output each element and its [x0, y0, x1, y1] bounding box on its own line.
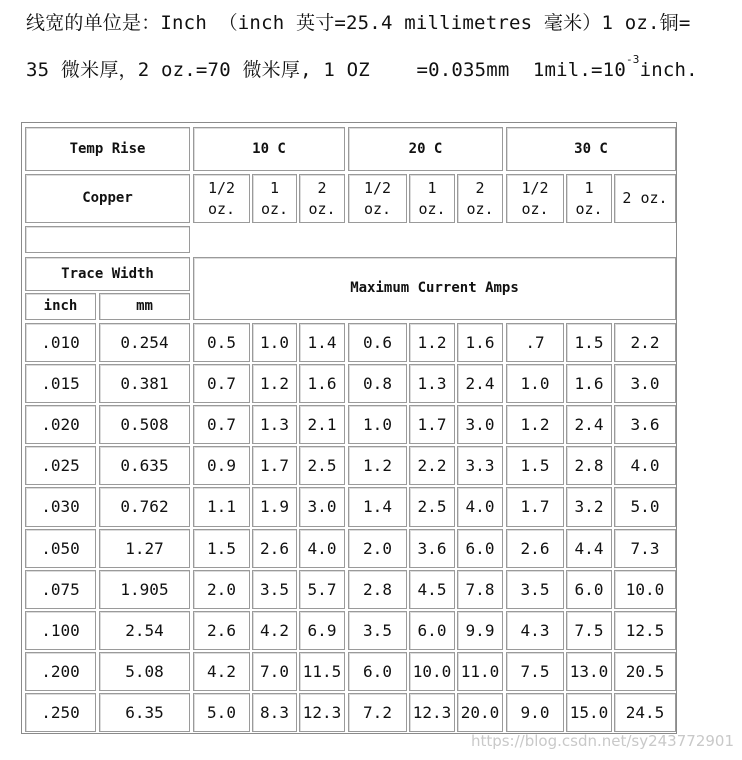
- current-value-cell: 7.5: [506, 652, 564, 691]
- current-value-cell: 3.3: [457, 446, 503, 485]
- temp-header-1: 10 C: [193, 127, 345, 171]
- current-value-cell: 1.6: [457, 323, 503, 362]
- max-current-header: Maximum Current Amps: [193, 257, 676, 320]
- copper-weight-header: 1 oz.: [566, 174, 612, 223]
- current-value-cell: 4.0: [457, 487, 503, 527]
- current-value-cell: 13.0: [566, 652, 612, 691]
- current-value-cell: 0.5: [193, 323, 250, 362]
- current-value-cell: 5.0: [614, 487, 676, 527]
- current-value-cell: 3.5: [506, 570, 564, 609]
- trace-width-header: Trace Width: [25, 257, 190, 291]
- current-value-cell: 2.0: [348, 529, 407, 568]
- current-value-cell: 1.1: [193, 487, 250, 527]
- current-value-cell: 0.9: [193, 446, 250, 485]
- current-value-cell: 1.2: [409, 323, 455, 362]
- intro-line-2: [26, 55, 698, 82]
- copper-weight-header: 1 oz.: [252, 174, 297, 223]
- watermark: https://blog.csdn.net/sy243772901: [470, 732, 734, 750]
- current-value-cell: 6.0: [566, 570, 612, 609]
- current-value-cell: 1.6: [299, 364, 345, 403]
- trace-mm-cell: 0.381: [99, 364, 190, 403]
- current-value-cell: 7.0: [252, 652, 297, 691]
- current-value-cell: 15.0: [566, 693, 612, 732]
- current-value-cell: 1.2: [348, 446, 407, 485]
- current-value-cell: 9.0: [506, 693, 564, 732]
- current-value-cell: 7.3: [614, 529, 676, 568]
- current-value-cell: 7.2: [348, 693, 407, 732]
- current-value-cell: 3.2: [566, 487, 612, 527]
- trace-inch-cell: .030: [25, 487, 96, 527]
- trace-mm-cell: 0.635: [99, 446, 190, 485]
- trace-inch-cell: .020: [25, 405, 96, 444]
- trace-mm-cell: 1.905: [99, 570, 190, 609]
- current-value-cell: 2.6: [506, 529, 564, 568]
- empty-cell: [25, 226, 190, 253]
- current-value-cell: 2.8: [566, 446, 612, 485]
- current-value-cell: 5.0: [193, 693, 250, 732]
- current-value-cell: 1.0: [252, 323, 297, 362]
- intro-line-2-end: inch.: [639, 59, 698, 81]
- current-value-cell: 0.6: [348, 323, 407, 362]
- current-value-cell: 3.5: [252, 570, 297, 609]
- copper-weight-header: 2 oz.: [457, 174, 503, 223]
- current-value-cell: 2.5: [299, 446, 345, 485]
- current-value-cell: 11.5: [299, 652, 345, 691]
- current-value-cell: 3.6: [614, 405, 676, 444]
- trace-inch-cell: .015: [25, 364, 96, 403]
- current-value-cell: 6.0: [348, 652, 407, 691]
- current-value-cell: 11.0: [457, 652, 503, 691]
- current-value-cell: 7.8: [457, 570, 503, 609]
- current-value-cell: 1.7: [506, 487, 564, 527]
- intro-line-2-text: 35 微米厚，2 oz.=70 微米厚, 1 OZ =0.035mm 1mil.=10: [26, 59, 626, 81]
- unit-mm-header: mm: [99, 293, 190, 320]
- copper-weight-header: 1 oz.: [409, 174, 455, 223]
- current-value-cell: 0.8: [348, 364, 407, 403]
- trace-inch-cell: .200: [25, 652, 96, 691]
- current-value-cell: 1.3: [252, 405, 297, 444]
- current-value-cell: 1.5: [506, 446, 564, 485]
- current-value-cell: .7: [506, 323, 564, 362]
- current-value-cell: 4.3: [506, 611, 564, 650]
- current-value-cell: 1.7: [409, 405, 455, 444]
- current-value-cell: 2.6: [252, 529, 297, 568]
- current-value-cell: 4.2: [193, 652, 250, 691]
- temp-header-3: 30 C: [506, 127, 676, 171]
- copper-weight-header: 2 oz.: [614, 174, 676, 223]
- current-capacity-table: [21, 122, 677, 734]
- current-value-cell: 2.5: [409, 487, 455, 527]
- trace-inch-cell: .025: [25, 446, 96, 485]
- current-value-cell: 0.7: [193, 364, 250, 403]
- current-value-cell: 3.6: [409, 529, 455, 568]
- current-value-cell: 1.9: [252, 487, 297, 527]
- trace-mm-cell: 6.35: [99, 693, 190, 732]
- copper-weight-header: 2 oz.: [299, 174, 345, 223]
- current-value-cell: 6.0: [457, 529, 503, 568]
- current-value-cell: 1.2: [252, 364, 297, 403]
- current-value-cell: 1.6: [566, 364, 612, 403]
- trace-mm-cell: 2.54: [99, 611, 190, 650]
- trace-mm-cell: 0.762: [99, 487, 190, 527]
- current-value-cell: 4.0: [614, 446, 676, 485]
- current-value-cell: 12.3: [409, 693, 455, 732]
- intro-line-1: 线宽的单位是：Inch （inch 英寸=25.4 millimetres 毫米）1 oz.铜=: [26, 12, 691, 34]
- current-value-cell: 20.0: [457, 693, 503, 732]
- current-value-cell: 2.0: [193, 570, 250, 609]
- current-value-cell: 4.4: [566, 529, 612, 568]
- unit-inch-header: inch: [25, 293, 96, 320]
- trace-inch-cell: .075: [25, 570, 96, 609]
- trace-inch-cell: .050: [25, 529, 96, 568]
- exponent: -3: [625, 53, 640, 66]
- current-value-cell: 10.0: [614, 570, 676, 609]
- current-value-cell: 1.4: [299, 323, 345, 362]
- current-value-cell: 1.0: [506, 364, 564, 403]
- trace-mm-cell: 1.27: [99, 529, 190, 568]
- current-value-cell: 4.5: [409, 570, 455, 609]
- current-value-cell: 1.5: [193, 529, 250, 568]
- current-value-cell: 12.5: [614, 611, 676, 650]
- current-value-cell: 2.4: [457, 364, 503, 403]
- copper-weight-header: 1/2 oz.: [193, 174, 250, 223]
- current-value-cell: 0.7: [193, 405, 250, 444]
- current-value-cell: 2.2: [614, 323, 676, 362]
- current-value-cell: 1.2: [506, 405, 564, 444]
- current-value-cell: 4.2: [252, 611, 297, 650]
- current-value-cell: 6.0: [409, 611, 455, 650]
- current-value-cell: 7.5: [566, 611, 612, 650]
- trace-mm-cell: 5.08: [99, 652, 190, 691]
- current-value-cell: 20.5: [614, 652, 676, 691]
- current-value-cell: 1.7: [252, 446, 297, 485]
- current-value-cell: 9.9: [457, 611, 503, 650]
- trace-inch-cell: .010: [25, 323, 96, 362]
- current-value-cell: 2.8: [348, 570, 407, 609]
- current-value-cell: 8.3: [252, 693, 297, 732]
- current-value-cell: 10.0: [409, 652, 455, 691]
- trace-mm-cell: 0.508: [99, 405, 190, 444]
- trace-inch-cell: .100: [25, 611, 96, 650]
- copper-header: Copper: [25, 174, 190, 223]
- current-value-cell: 2.2: [409, 446, 455, 485]
- copper-weight-header: 1/2 oz.: [348, 174, 407, 223]
- current-value-cell: 5.7: [299, 570, 345, 609]
- current-value-cell: 2.1: [299, 405, 345, 444]
- copper-weight-header: 1/2 oz.: [506, 174, 564, 223]
- trace-mm-cell: 0.254: [99, 323, 190, 362]
- current-value-cell: 1.3: [409, 364, 455, 403]
- trace-inch-cell: .250: [25, 693, 96, 732]
- current-value-cell: 4.0: [299, 529, 345, 568]
- current-value-cell: 24.5: [614, 693, 676, 732]
- current-value-cell: 2.4: [566, 405, 612, 444]
- current-value-cell: 1.5: [566, 323, 612, 362]
- current-value-cell: 3.0: [299, 487, 345, 527]
- current-value-cell: 12.3: [299, 693, 345, 732]
- temp-header-2: 20 C: [348, 127, 503, 171]
- current-value-cell: 3.0: [614, 364, 676, 403]
- current-value-cell: 1.4: [348, 487, 407, 527]
- current-value-cell: 2.6: [193, 611, 250, 650]
- current-value-cell: 3.5: [348, 611, 407, 650]
- current-value-cell: 1.0: [348, 405, 407, 444]
- current-value-cell: 6.9: [299, 611, 345, 650]
- temp-rise-header: Temp Rise: [25, 127, 190, 171]
- current-value-cell: 3.0: [457, 405, 503, 444]
